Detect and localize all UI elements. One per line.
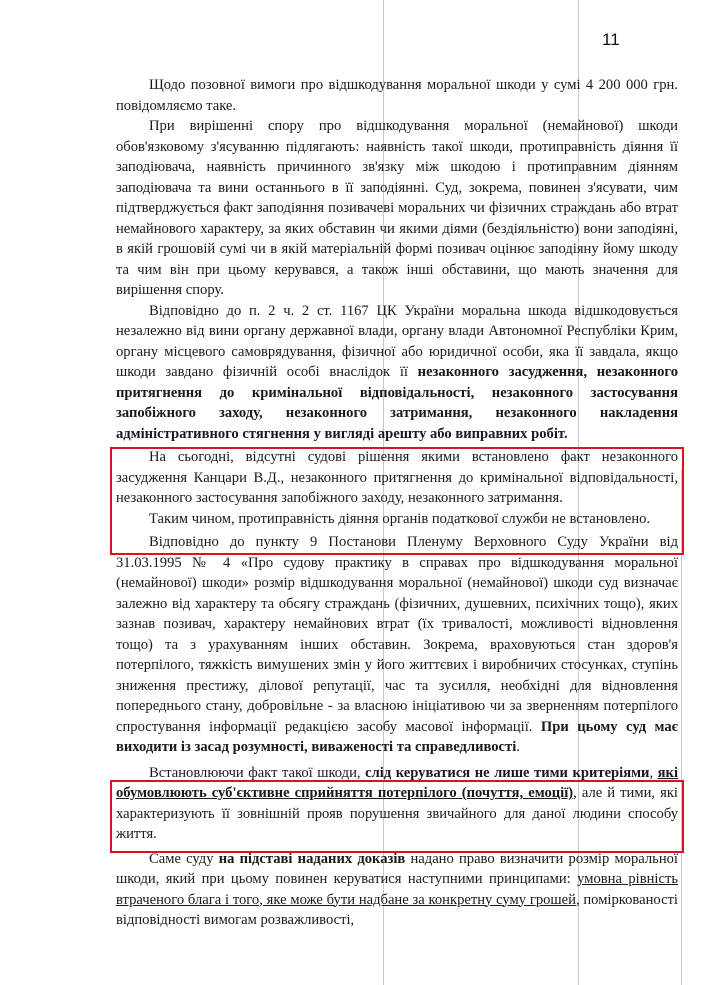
paragraph-claim: Щодо позовної вимоги про відшкодування моральної шкоди у сумі 4 200 000 грн. повідомляємо таке. bbox=[116, 77, 678, 114]
underlined-subjective: які обумовлюють суб'єктивне сприйняття потерпілого (почуття, емоції) bbox=[116, 764, 678, 801]
bold-evidence: на підставі наданих доказів bbox=[218, 850, 406, 867]
paragraph-no-decisions: На сьогодні, відсутні судові рішення якими встановлено факт незаконного засудження Канцари В.Д., незаконного притягнення до кримінальної відповідальності, незаконного застосування запобіжного заходу, незаконного затримання. bbox=[116, 449, 678, 506]
bold-grounds: незаконного засудження, незаконного притягнення до кримінальної відповідальності, незаконного застосування запобіжного заходу, незаконного затримання, незаконного накладення адміністративного стягнення у вигляді арешту або виправних робіт. bbox=[116, 364, 678, 442]
highlight-box-criteria bbox=[110, 780, 684, 853]
paragraph-plenum: Відповідно до пункту 9 Постанови Пленуму Верховного Суду України від 31.03.1995 № 4 «Про судову практику в справах про відшкодування моральної (немайнової) шкоди» розмір відшкодування моральної (немайнової) шкоди суд визначає залежно від характеру та обсягу страждань (фізичних, душевних, психічних тощо), яких зазнав позивач, характеру немайнових втрат (їх тривалості, можливості відновлення тощо) та з урахуванням інших обставин. Зокрема, враховуються стан здоров'я потерпілого, тяжкість вимушених змін у його життєвих і виробничих стосунках, ступінь зниження престижу, ділової репутації, час та зусилля, необхідні для відновлення попереднього стану, добровільне - за власною ініціативою чи за зверненням потерпілого спростування інформації редакцією засобу масової інформації. При цьому суд має виходити із засад розумності, виваженості та справедливості. bbox=[116, 534, 678, 755]
bold-criteria: слід керуватися не лише тими критеріями bbox=[365, 764, 650, 781]
highlight-box-no-decisions bbox=[110, 447, 684, 555]
paragraph-civil-code: Відповідно до п. 2 ч. 2 ст. 1167 ЦК України моральна шкода відшкодовується незалежно від вини органу державної влади, органу влади Автономної Республіки Крим, органу місцевого самоврядування, фізичної або юридичної особи, яка її завдала, якщо шкоди завдано фізичній особі внаслідок її незаконного засудження, незаконного притягнення до кримінальної відповідальності, незаконного застосування запобіжного заходу, незаконного затримання, незаконного накладення адміністративного стягнення у вигляді арешту або виправних робіт. bbox=[116, 302, 678, 442]
paragraph-conclusion: Таким чином, протиправність діяння органів податкової служби не встановлено. bbox=[149, 510, 651, 527]
paragraph-court-right: Саме суду на підставі наданих доказів надано право визначити розмір моральної шкоди, який при цьому повинен керуватися наступними принципами: умовна рівність втраченого блага і того, яке може бути надбане за конкретну суму грошей, поміркованості відповідності вимогам розважливості, bbox=[116, 850, 679, 928]
underlined-equality: умовна рівність втраченого блага і того, яке може бути надбане за конкретну суму грошей bbox=[116, 871, 679, 908]
page-number: 11 bbox=[602, 30, 620, 49]
paragraph-criteria: Встановлюючи факт такої шкоди, слід керуватися не лише тими критеріями, які обумовлюють суб'єктивне сприйняття потерпілого (почуття, емоції), але й тими, які характеризують її зовнішній прояв порушення звичайного для даної людини способу життя. bbox=[116, 764, 678, 842]
bold-principles: При цьому суд має виходити із засад розумності, виваженості та справедливості bbox=[116, 718, 678, 755]
paragraph-dispute: При вирішенні спору про відшкодування моральної (немайнової) шкоди обов'язковому з'ясуванню підлягають: наявність такої шкоди, протиправність діяння її заподіювача, наявність причинного зв'язку між шкодою і протиправним діянням заподіювача та вини останнього в її заподіянні. Суд, зокрема, повинен з'ясувати, чим підтверджується факт заподіяння позивачеві моральних чи фізичних страждань або втрат немайнового характеру, за яких обставин чи якими діями (бездіяльністю) вони заподіяні, в якій грошовій сумі чи в якій матеріальній формі позивач оцінює заподіяну йому шкоду та чим він при цьому керувався, а також інші обставини, що мають значення для вирішення спору. bbox=[116, 118, 678, 298]
